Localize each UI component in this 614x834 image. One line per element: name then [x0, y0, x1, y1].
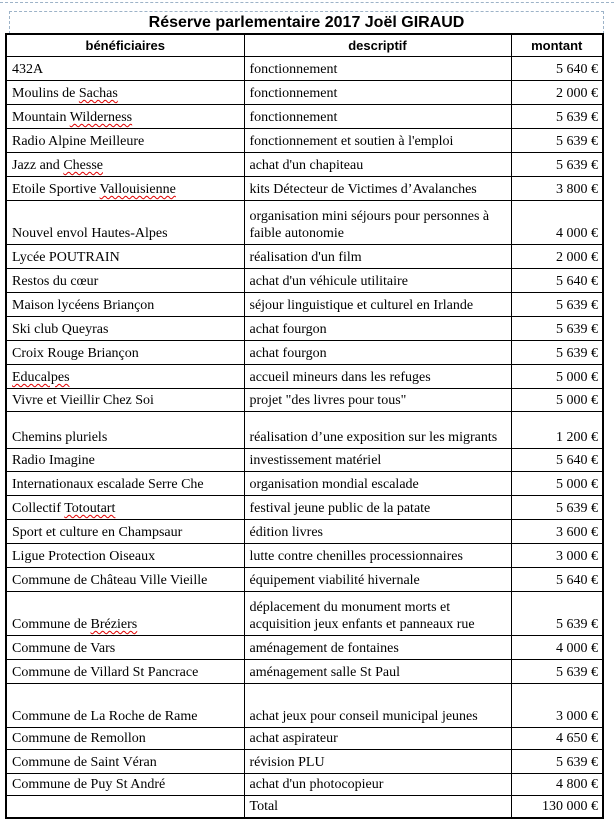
cell-beneficiaire: Commune de Château Ville Vieille — [6, 568, 244, 592]
cell-descriptif: achat d'un véhicule utilitaire — [244, 269, 511, 293]
cell-beneficiaire: Lycée POUTRAIN — [6, 245, 244, 269]
column-header-descriptif: descriptif — [244, 34, 511, 57]
cell-montant: 5 639 € — [511, 496, 603, 520]
cell-beneficiaire: Etoile Sportive Vallouisienne — [6, 177, 244, 201]
page-title: Réserve parlementaire 2017 Joël GIRAUD — [148, 14, 465, 31]
cell-beneficiaire: Internationaux escalade Serre Che — [6, 472, 244, 496]
cell-montant: 5 640 € — [511, 449, 603, 472]
table-row — [6, 750, 603, 774]
cell-montant: 3 000 € — [511, 684, 603, 728]
table-row — [6, 728, 603, 750]
cell-descriptif: achat fourgon — [244, 317, 511, 341]
cell-descriptif: déplacement du monument morts et acquisition jeux enfants et panneaux rue — [244, 592, 511, 636]
cell-descriptif: réalisation d’une exposition sur les migrants — [244, 412, 511, 449]
cell-beneficiaire: Collectif Totoutart — [6, 496, 244, 520]
cell-beneficiaire: Jazz and Chesse — [6, 153, 244, 177]
cell-beneficiaire: Vivre et Vieillir Chez Soi — [6, 389, 244, 412]
cell-beneficiaire — [6, 796, 244, 818]
table-header — [6, 34, 603, 57]
cell-montant: 5 640 € — [511, 568, 603, 592]
cell-montant: 4 000 € — [511, 636, 603, 660]
cell-descriptif: achat d'un chapiteau — [244, 153, 511, 177]
cell-beneficiaire: Commune de Vars — [6, 636, 244, 660]
cell-beneficiaire: Ligue Protection Oiseaux — [6, 544, 244, 568]
cell-beneficiaire: Mountain Wilderness — [6, 105, 244, 129]
cell-montant: 5 639 € — [511, 341, 603, 365]
table-row — [6, 365, 603, 389]
misspelled-word: Bréziers — [90, 617, 138, 632]
cell-descriptif: achat d'un photocopieur — [244, 774, 511, 796]
table-row — [6, 129, 603, 153]
cell-beneficiaire — [6, 365, 244, 389]
cell-beneficiaire: 432A — [6, 57, 244, 81]
cell-beneficiaire: Sport et culture en Champsaur — [6, 520, 244, 544]
table-row — [6, 544, 603, 568]
column-header-montant: montant — [511, 34, 603, 57]
cell-montant: 2 000 € — [511, 81, 603, 105]
grants-table — [5, 33, 604, 819]
table-row — [6, 568, 603, 592]
table-row — [6, 636, 603, 660]
cell-beneficiaire: Commune de Saint Véran — [6, 750, 244, 774]
cell-descriptif: investissement matériel — [244, 449, 511, 472]
misspelled-word: Chesse — [63, 158, 103, 173]
table-row — [6, 660, 603, 684]
cell-descriptif: projet "des livres pour tous" — [244, 389, 511, 412]
table-total-row — [6, 796, 603, 818]
cell-beneficiaire: Radio Alpine Meilleure — [6, 129, 244, 153]
cell-montant: 5 639 € — [511, 129, 603, 153]
cell-montant: 5 639 € — [511, 750, 603, 774]
cell-montant: 2 000 € — [511, 245, 603, 269]
page-boundary-dashed-line — [0, 2, 614, 3]
cell-beneficiaire: Croix Rouge Briançon — [6, 341, 244, 365]
table-row — [6, 684, 603, 728]
table-row — [6, 81, 603, 105]
cell-descriptif: achat jeux pour conseil municipal jeunes — [244, 684, 511, 728]
cell-beneficiaire: Maison lycéens Briançon — [6, 293, 244, 317]
cell-descriptif: Total — [244, 796, 511, 818]
cell-descriptif: fonctionnement — [244, 81, 511, 105]
misspelled-word: Wilderness — [69, 110, 133, 125]
table-row — [6, 412, 603, 449]
cell-descriptif: lutte contre chenilles processionnaires — [244, 544, 511, 568]
table-row — [6, 520, 603, 544]
misspelled-word: Totoutart — [64, 501, 116, 516]
title-selection-frame — [9, 11, 604, 34]
header-row — [6, 34, 603, 57]
cell-descriptif: organisation mini séjours pour personnes à faible autonomie — [244, 201, 511, 245]
table-row — [6, 592, 603, 636]
cell-montant: 3 000 € — [511, 544, 603, 568]
cell-beneficiaire: Commune de Puy St André — [6, 774, 244, 796]
cell-descriptif: kits Détecteur de Victimes d’Avalanches — [244, 177, 511, 201]
cell-descriptif: aménagement salle St Paul — [244, 660, 511, 684]
cell-montant: 3 800 € — [511, 177, 603, 201]
cell-descriptif: fonctionnement — [244, 105, 511, 129]
table-row — [6, 389, 603, 412]
column-header-beneficiaires: bénéficiaires — [6, 34, 244, 57]
cell-beneficiaire: Restos du cœur — [6, 269, 244, 293]
table-row — [6, 57, 603, 81]
table-row — [6, 496, 603, 520]
cell-beneficiaire: Moulins de Sachas — [6, 81, 244, 105]
cell-montant: 5 000 € — [511, 365, 603, 389]
cell-montant: 5 000 € — [511, 389, 603, 412]
cell-beneficiaire: Chemins pluriels — [6, 412, 244, 449]
cell-montant: 5 640 € — [511, 269, 603, 293]
cell-descriptif: réalisation d'un film — [244, 245, 511, 269]
cell-descriptif: séjour linguistique et culturel en Irlande — [244, 293, 511, 317]
cell-montant: 5 639 € — [511, 660, 603, 684]
table-row — [6, 774, 603, 796]
table-row — [6, 449, 603, 472]
cell-beneficiaire: Commune de Remollon — [6, 728, 244, 750]
cell-montant: 5 639 € — [511, 153, 603, 177]
table-row — [6, 317, 603, 341]
cell-descriptif: révision PLU — [244, 750, 511, 774]
cell-montant: 5 639 € — [511, 317, 603, 341]
misspelled-word: Educalpes — [12, 370, 70, 385]
cell-beneficiaire: Commune de Villard St Pancrace — [6, 660, 244, 684]
cell-montant: 4 000 € — [511, 201, 603, 245]
cell-descriptif: festival jeune public de la patate — [244, 496, 511, 520]
cell-beneficiaire: Commune de Bréziers — [6, 592, 244, 636]
table-row — [6, 341, 603, 365]
table-row — [6, 201, 603, 245]
cell-montant: 5 639 € — [511, 592, 603, 636]
cell-montant: 4 650 € — [511, 728, 603, 750]
table-row — [6, 245, 603, 269]
cell-descriptif: édition livres — [244, 520, 511, 544]
cell-beneficiaire: Nouvel envol Hautes-Alpes — [6, 201, 244, 245]
cell-montant: 5 639 € — [511, 105, 603, 129]
table-row — [6, 177, 603, 201]
table-row — [6, 153, 603, 177]
cell-descriptif: achat aspirateur — [244, 728, 511, 750]
cell-montant: 5 639 € — [511, 293, 603, 317]
misspelled-word: Sachas — [78, 86, 118, 101]
cell-montant: 130 000 € — [511, 796, 603, 818]
cell-descriptif: fonctionnement et soutien à l'emploi — [244, 129, 511, 153]
cell-descriptif: équipement viabilité hivernale — [244, 568, 511, 592]
cell-montant: 1 200 € — [511, 412, 603, 449]
cell-montant: 5 000 € — [511, 472, 603, 496]
cell-beneficiaire: Ski club Queyras — [6, 317, 244, 341]
cell-descriptif: organisation mondial escalade — [244, 472, 511, 496]
table-body — [6, 57, 603, 818]
cell-montant: 4 800 € — [511, 774, 603, 796]
cell-descriptif: achat fourgon — [244, 341, 511, 365]
cell-descriptif: accueil mineurs dans les refuges — [244, 365, 511, 389]
table-row — [6, 472, 603, 496]
table-row — [6, 105, 603, 129]
cell-descriptif: fonctionnement — [244, 57, 511, 81]
cell-descriptif: aménagement de fontaines — [244, 636, 511, 660]
misspelled-word: Vallouisienne — [99, 182, 176, 197]
cell-beneficiaire: Commune de La Roche de Rame — [6, 684, 244, 728]
table-row — [6, 293, 603, 317]
cell-montant: 3 600 € — [511, 520, 603, 544]
cell-beneficiaire: Radio Imagine — [6, 449, 244, 472]
cell-montant: 5 640 € — [511, 57, 603, 81]
table-row — [6, 269, 603, 293]
